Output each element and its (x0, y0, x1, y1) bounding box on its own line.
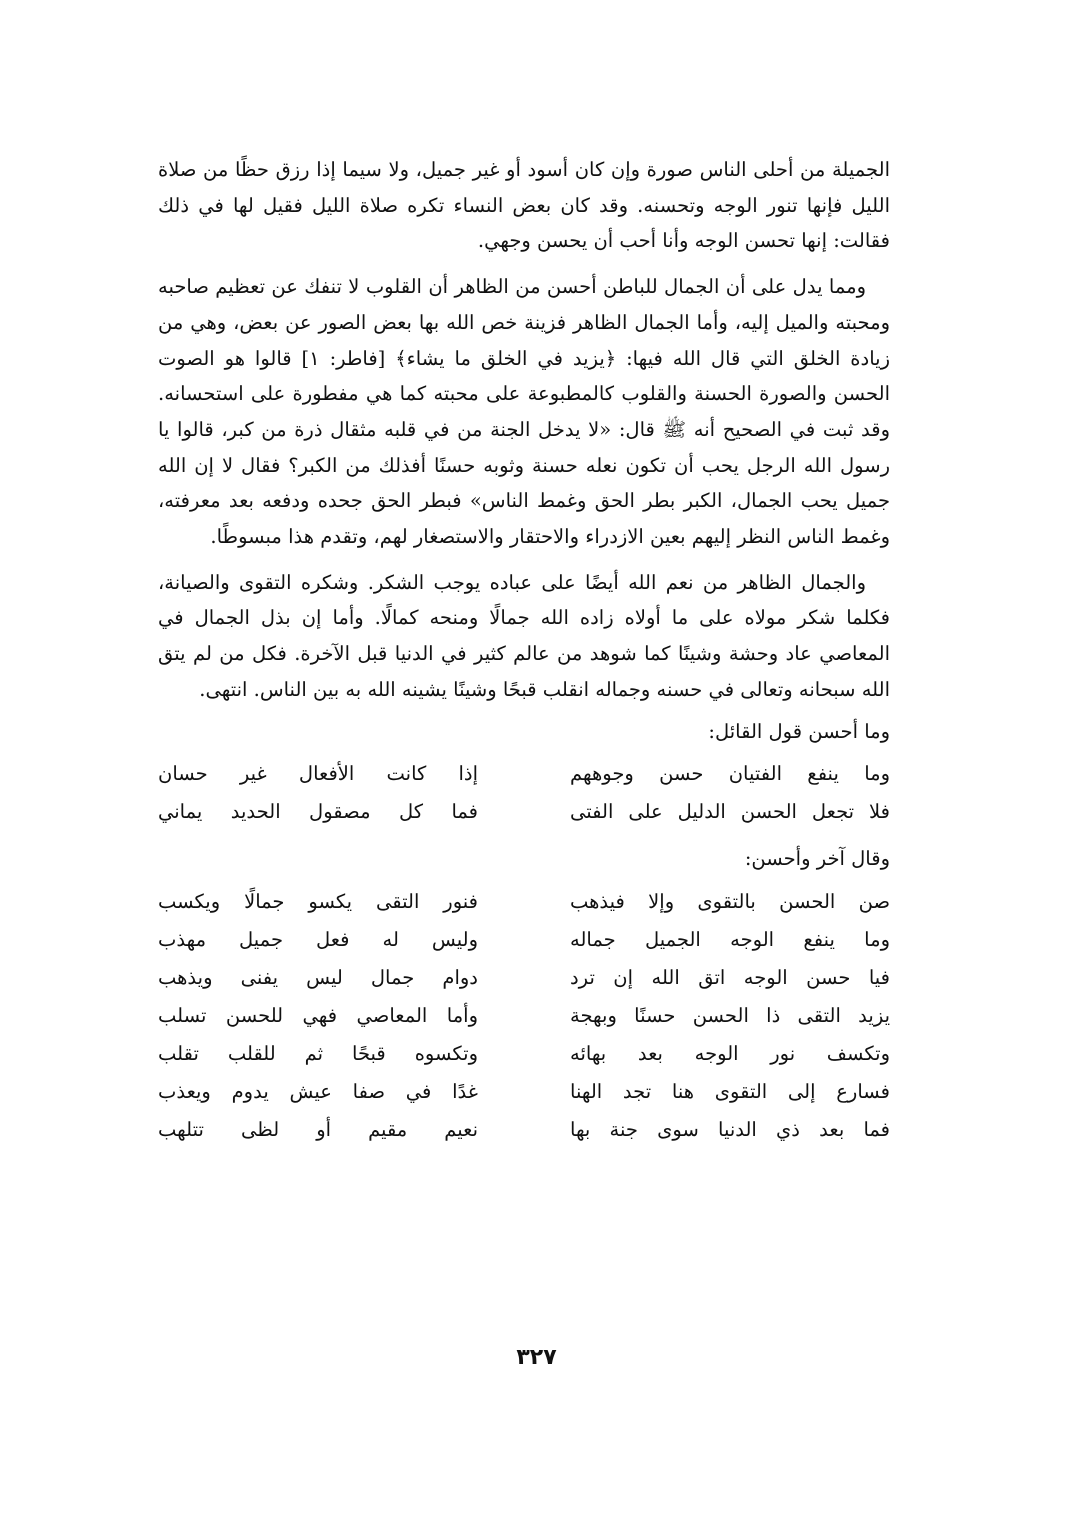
poem-2-couplet (158, 959, 890, 997)
second-hemistich: وليس له فعل جميل مهذب (158, 927, 478, 951)
poem-2-couplet (158, 1035, 890, 1073)
second-hemistich: غدًا في صفا عيش يدوم ويعذب (158, 1079, 478, 1103)
paragraph-2: ومما يدل على أن الجمال للباطن أحسن من الظاهر أن القلوب لا تنفك عن تعظيم صاحبه ومحبته والميل إليه، وأما الجمال الظاهر فزينة خص الله بها بعض الصور عن بعض، وهي من زيادة الخلق التي قال الله فيها: ﴿يزيد في الخلق ما يشاء﴾ [فاطر: ١] قالوا هو الصوت الحسن والصورة الحسنة والقلوب كالمطبوعة على محبته كما هي مفطورة على استحسانه. وقد ثبت في الصحيح أنه ﷺ قال: «لا يدخل الجنة من في قلبه مثقال ذرة من كبر، قالوا يا رسول الله الرجل يحب أن تكون نعله حسنة وثوبه حسنًا أفذلك من الكبر؟ فقال لا إن الله جميل يحب الجمال، الكبر بطر الحق وغمط الناس» فبطر الحق جحده ودفعه بعد معرفته، وغمط الناس النظر إليهم بعين الازدراء والاحتقار والاستصغار لهم، وتقدم هذا مبسوطًا. (158, 275, 890, 549)
poem-2-couplet (158, 997, 890, 1035)
second-hemistich: إذا كانت الأفعال غير حسان (158, 762, 478, 786)
poem-2-couplet (158, 921, 890, 959)
first-hemistich: وما ينفع الوجه الجميل جماله (570, 927, 890, 951)
poem-2-intro: وقال آخر وأحسن: (744, 847, 890, 871)
first-hemistich: فلا تجعل الحسن الدليل على الفتى (570, 800, 890, 824)
first-hemistich: وما ينفع الفتيان حسن وجوههم (570, 762, 890, 786)
poem-2-couplet (158, 1111, 890, 1149)
first-hemistich: صن الحسن بالتقوى وإلا فيذهب (570, 889, 890, 913)
poem-2-couplet (158, 883, 890, 921)
first-hemistich: وتكسف نور الوجه بعد بهائه (570, 1041, 890, 1065)
paragraph-3: والجمال الظاهر من نعم الله أيضًا على عباده يوجب الشكر. وشكره التقوى والصيانة، فكلما شكر مولاه على ما أولاه زاده الله جمالًا ومنحه كمالًا. وأما إن بذل الجمال في المعاصي عاد وحشة وشينًا كما شوهد من عالم كثير في الدنيا قبل الآخرة. فكل من لم يتق الله سبحانه وتعالى في حسنه وجماله انقلب قبحًا وشينًا يشينه الله به بين الناس. انتهى. (158, 570, 890, 701)
first-hemistich: فما بعد ذي الدنيا سوى جنة بها (570, 1117, 890, 1141)
second-hemistich: دوام جمال ليس يفنى ويذهب (158, 965, 478, 989)
second-hemistich: وأما المعاصي فهي للحسن تسلب (158, 1003, 478, 1027)
poem-2 (158, 883, 890, 1149)
second-hemistich: فنور التقى يكسو جمالًا ويكسب (158, 889, 478, 913)
poem-1-intro: وما أحسن قول القائل: (708, 719, 890, 743)
second-hemistich: وتكسوه قبحًا ثم للقلب تقلب (158, 1041, 478, 1065)
first-hemistich: فيا حسن الوجه اتق الله إن ترد (570, 965, 890, 989)
page-body (158, 150, 890, 1149)
second-hemistich: فما كل مصقول الحديد يماني (158, 800, 478, 824)
paragraph-1: الجميلة من أحلى الناس صورة وإن كان أسود أو غير جميل، ولا سيما إذا رزق حظًا من صلاة الليل فإنها تنور الوجه وتحسنه. وقد كان بعض النساء تكره صلاة الليل فقيل لها في ذلك فقالت: إنها تحسن الوجه وأنا أحب أن يحسن وجهي. (158, 158, 890, 253)
poem-1-couplet (158, 793, 890, 831)
first-hemistich: يزيد التقى ذا الحسن حسنًا وبهجة (570, 1003, 890, 1027)
page-number: ٣٢٧ (516, 1345, 557, 1370)
poem-1-couplet (158, 755, 890, 793)
second-hemistich: نعيم مقيم أو لظى تتلهب (158, 1117, 478, 1141)
first-hemistich: فسارع إلى التقوى هنا تجد الهنا (570, 1079, 890, 1103)
poem-1 (158, 755, 890, 831)
poem-2-couplet (158, 1073, 890, 1111)
